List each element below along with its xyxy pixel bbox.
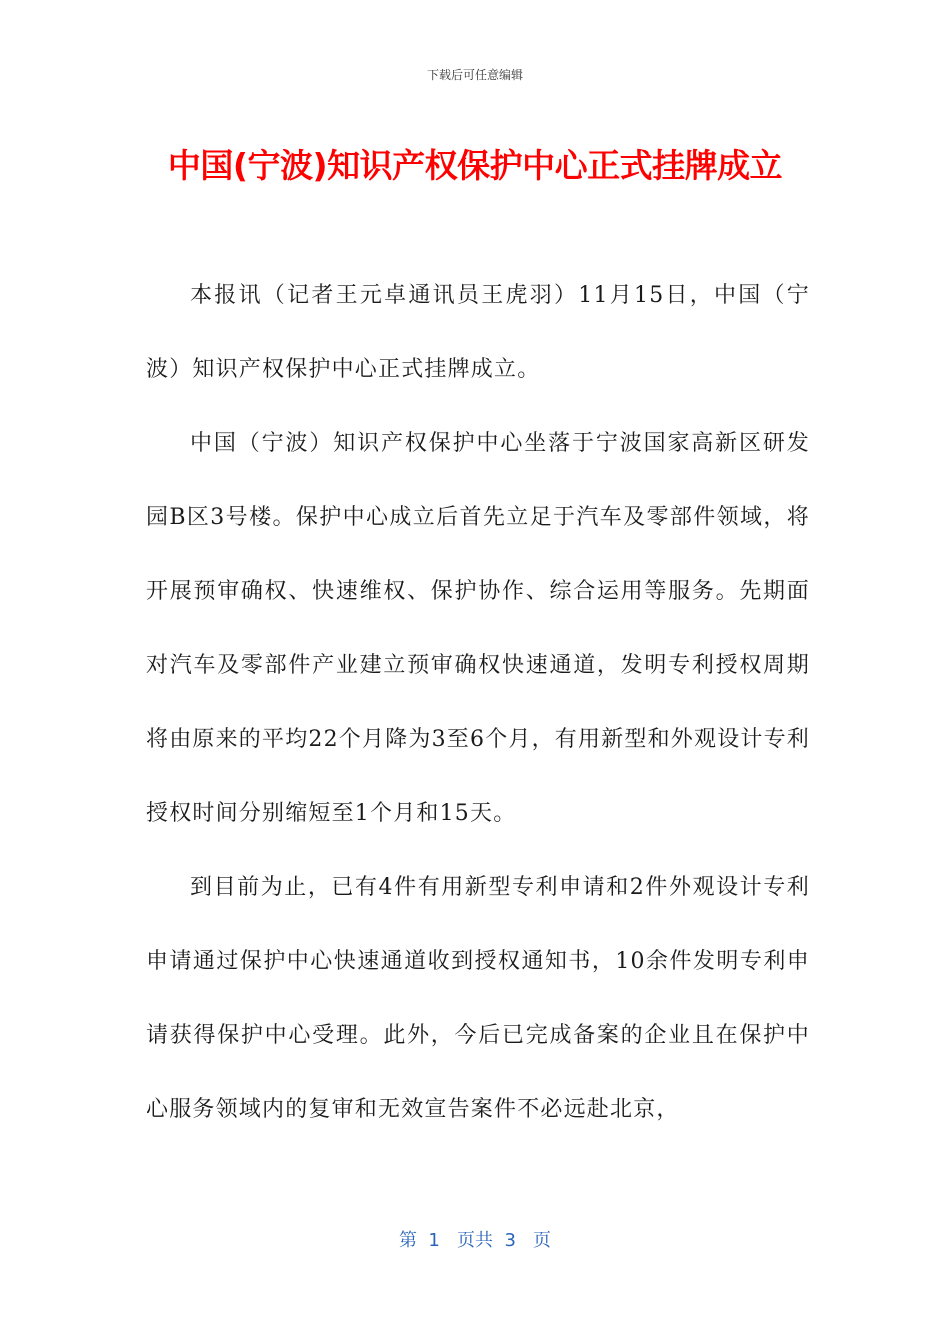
- paragraph-1: 本报讯（记者王元卓通讯员王虎羽）11月15日，中国（宁波）知识产权保护中心正式挂牌成立。: [146, 283, 810, 382]
- page-title: 中国(宁波)知识产权保护中心正式挂牌成立: [167, 146, 783, 185]
- header-note: 下载后可任意编辑: [426, 68, 523, 82]
- article-body: [146, 259, 810, 1147]
- paragraph-3: 到目前为止，已有4件有用新型专利申请和2件外观设计专利申请通过保护中心快速通道收到授权通知书，10余件发明专利申请获得保护中心受理。此外，今后已完成备案的企业且在保护中心服务领域内的复审和无效宣告案件不必远赴北京，: [146, 875, 810, 1122]
- paragraph-2: 中国（宁波）知识产权保护中心坐落于宁波国家高新区研发园B区3号楼。保护中心成立后首先立足于汽车及零部件领域，将开展预审确权、快速维权、保护协作、综合运用等服务。先期面对汽车及零部件产业建立预审确权快速通道，发明专利授权周期将由原来的平均22个月降为3至6个月，有用新型和外观设计专利授权时间分别缩短至1个月和15天。: [146, 431, 810, 826]
- page-footer: 第 1 页共 3 页: [398, 1230, 552, 1251]
